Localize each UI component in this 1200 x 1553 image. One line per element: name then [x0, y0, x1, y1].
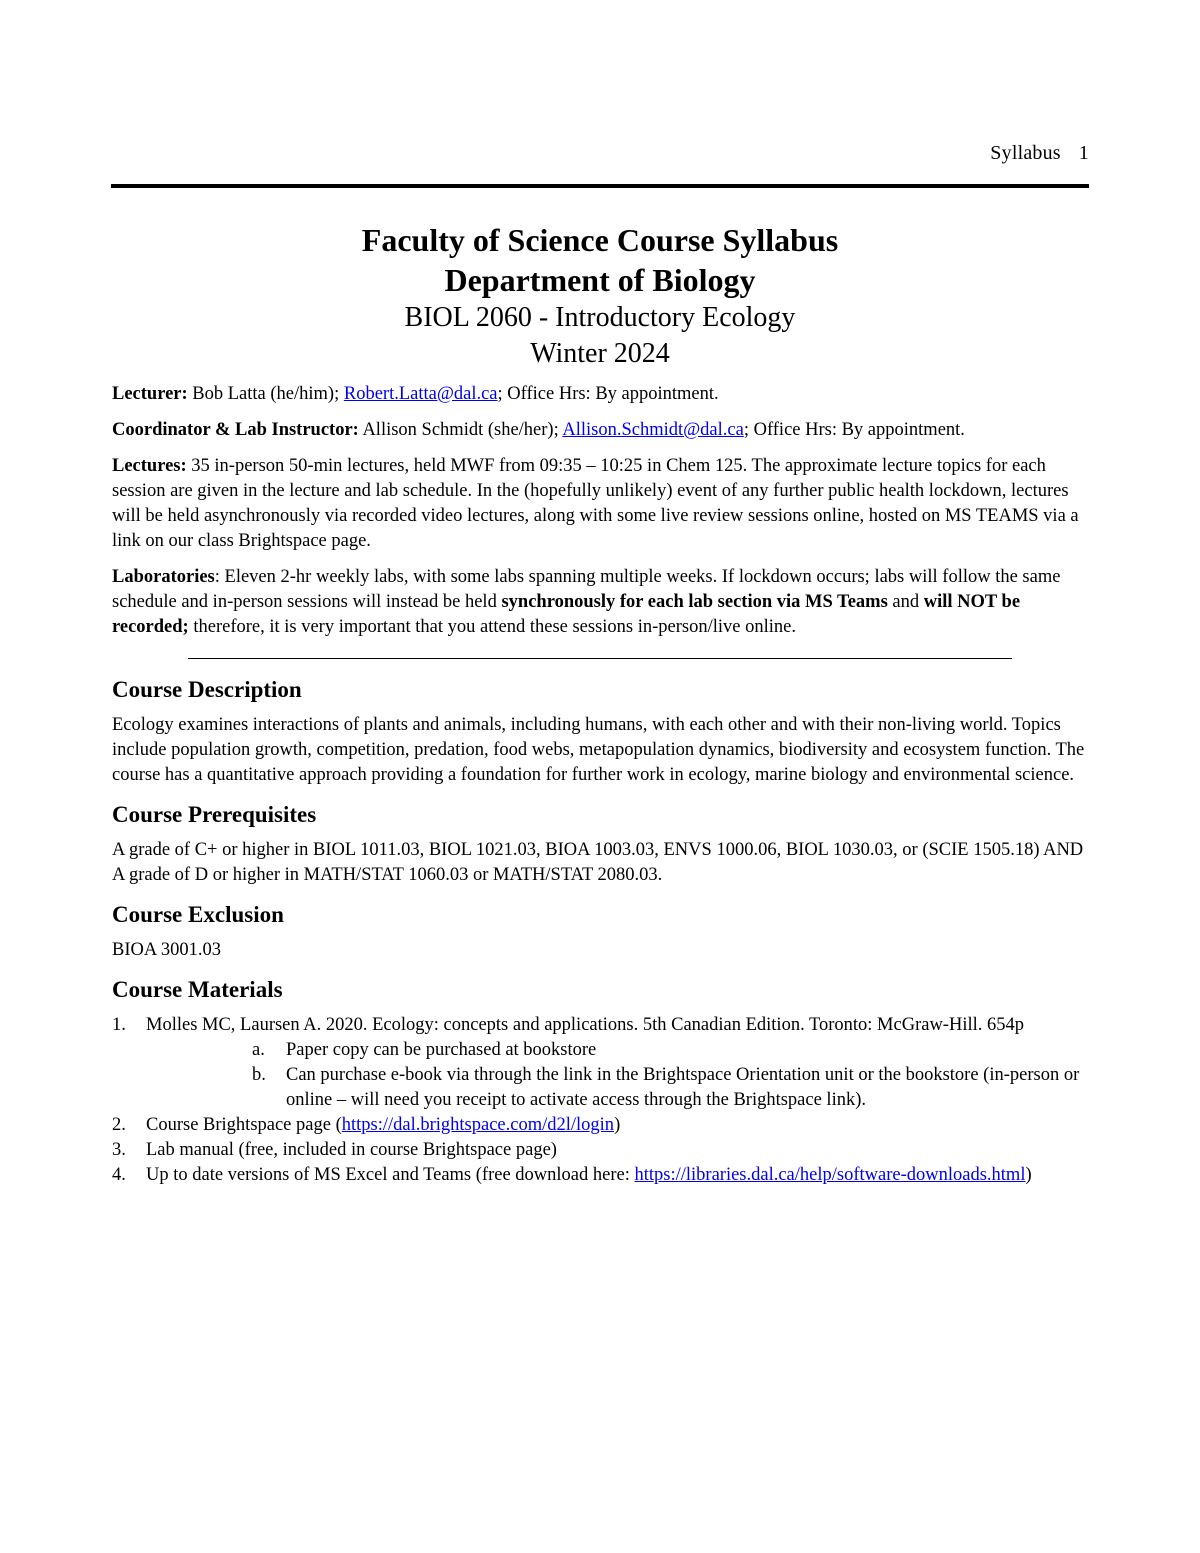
list-item-text: Up to date versions of MS Excel and Teams (free download here:	[146, 1165, 635, 1185]
header-title: Syllabus	[990, 142, 1061, 164]
list-item-text: Course Brightspace page (	[146, 1115, 342, 1135]
materials-list	[112, 1013, 1088, 1188]
list-item	[112, 1138, 1088, 1163]
sub-list-text: Paper copy can be purchased at bookstore	[286, 1040, 597, 1060]
lecturer-email-link[interactable]: Robert.Latta@dal.ca	[343, 384, 498, 404]
list-item	[112, 1013, 1088, 1113]
coordinator-name: Allison Schmidt (she/her);	[358, 420, 563, 440]
lectures-text: 35 in-person 50-min lectures, held MWF from 09:35 – 10:25 in Chem 125. The approximate lecture topics for each session are given in the lecture and lab schedule. In the (hopefully unlikely) event of any further public health lockdown, lectures will be held asynchronously via recorded video lectures, along with some live review sessions online, hosted on MS TEAMS via a link on our class Brightspace page.	[112, 456, 1079, 551]
laboratories-emphasis: synchronously for each lab section via MS Teams	[501, 592, 888, 612]
list-number: 1.	[112, 1015, 126, 1035]
lectures-info	[112, 454, 1088, 554]
sub-list-letter: a.	[252, 1040, 265, 1060]
course-title: BIOL 2060 - Introductory Ecology	[404, 302, 796, 333]
laboratories-text: therefore, it is very important that you attend these sessions in-person/live online.	[188, 617, 796, 637]
coordinator-label: Coordinator & Lab Instructor:	[112, 420, 359, 440]
list-number: 3.	[112, 1140, 126, 1160]
list-item-text: )	[614, 1115, 621, 1135]
prerequisites-heading: Course Prerequisites	[112, 802, 317, 827]
laboratories-label: Laboratories	[112, 567, 215, 587]
exclusion-heading: Course Exclusion	[112, 902, 284, 927]
list-item-text: Lab manual (free, included in course Brightspace page)	[146, 1140, 557, 1160]
sub-list-letter: b.	[252, 1065, 266, 1085]
lectures-label: Lectures:	[112, 456, 187, 476]
lecturer-name: Bob Latta (he/him);	[187, 384, 344, 404]
list-number: 2.	[112, 1115, 126, 1135]
list-item-text: )	[1025, 1165, 1032, 1185]
coordinator-info	[112, 418, 1088, 443]
list-item	[112, 1163, 1088, 1188]
coordinator-email-link[interactable]: Allison.Schmidt@dal.ca	[562, 420, 744, 440]
list-number: 4.	[112, 1165, 126, 1185]
lecturer-office-hours: ; Office Hrs: By appointment.	[497, 384, 719, 404]
description-text: Ecology examines interactions of plants and animals, including humans, with each other and with their non-living world. Topics include population growth, competition, predation, food webs, metapopulation dynamics, biodiversity and ecosystem function. The course has a quantitative approach providing a foundation for further work in ecology, marine biology and environmental science.	[112, 715, 1085, 785]
syllabus-content	[112, 220, 1088, 1188]
coordinator-office-hours: ; Office Hrs: By appointment.	[743, 420, 965, 440]
exclusion-text: BIOA 3001.03	[112, 940, 221, 960]
sub-list-item	[146, 1063, 1088, 1113]
laboratories-text: : Eleven 2-hr weekly labs, with some labs spanning multiple weeks. If lockdown occurs; labs will follow the same schedule and in-person sessions will instead be held	[112, 567, 1061, 612]
description-heading: Course Description	[112, 677, 302, 702]
sub-list	[146, 1038, 1088, 1113]
software-downloads-link[interactable]: https://libraries.dal.ca/help/software-downloads.html	[634, 1165, 1026, 1185]
materials-heading: Course Materials	[112, 977, 283, 1002]
list-item-text: Molles MC, Laursen A. 2020. Ecology: concepts and applications. 5th Canadian Edition. Toronto: McGraw-Hill. 654p	[146, 1015, 1025, 1035]
laboratories-text: and	[887, 592, 924, 612]
laboratories-emphasis: will NOT be recorded;	[112, 592, 1021, 637]
lecturer-label: Lecturer:	[112, 384, 188, 404]
section-divider	[188, 658, 1012, 659]
lecturer-info	[112, 382, 1088, 407]
running-header	[990, 142, 1089, 165]
brightspace-link[interactable]: https://dal.brightspace.com/d2l/login	[341, 1115, 615, 1135]
faculty-title: Faculty of Science Course Syllabus	[361, 222, 839, 258]
department-title: Department of Biology	[444, 262, 756, 298]
term-title: Winter 2024	[530, 338, 670, 369]
list-item	[112, 1113, 1088, 1138]
sub-list-item	[146, 1038, 1088, 1063]
page-number: 1	[1078, 142, 1089, 164]
laboratories-info	[112, 565, 1088, 640]
sub-list-text: Can purchase e-book via through the link in the Brightspace Orientation unit or the bookstore (in-person or online – will need you receipt to activate access through the Brightspace link).	[286, 1065, 1080, 1110]
prerequisites-text: A grade of C+ or higher in BIOL 1011.03, BIOL 1021.03, BIOA 1003.03, ENVS 1000.06, BIOL 1030.03, or (SCIE 1505.18) AND A grade of D or higher in MATH/STAT 1060.03 or MATH/STAT 2080.03.	[112, 840, 1084, 885]
header-rule	[111, 184, 1089, 188]
